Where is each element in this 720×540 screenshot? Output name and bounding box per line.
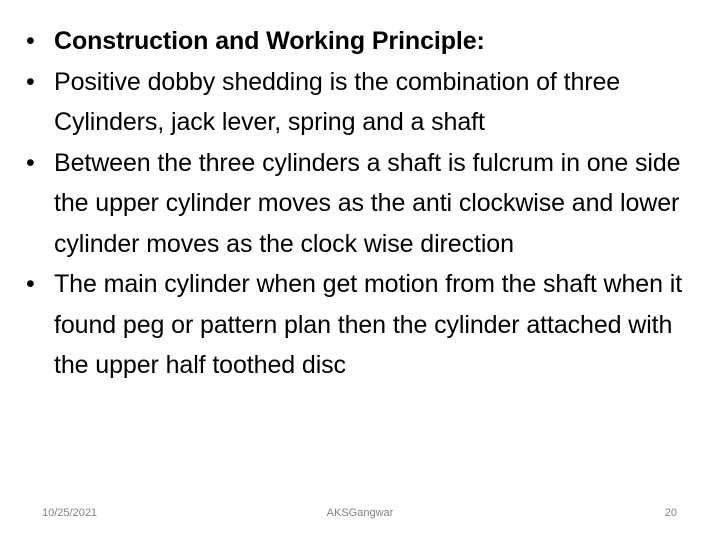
bullet-icon: • — [26, 67, 35, 96]
bullet-item — [24, 264, 694, 386]
bullet-list — [24, 21, 694, 386]
footer-author: AKSGangwar — [326, 507, 394, 519]
bullet-item — [24, 143, 694, 265]
footer-date: 10/25/2021 — [42, 507, 98, 519]
bullet-item-heading — [24, 21, 694, 62]
bullet-text: Construction and Working Principle: — [54, 27, 485, 55]
bullet-icon: • — [26, 270, 35, 298]
bullet-text: The main cylinder when get motion from the shaft when it found peg or pattern plan then the cylinder attached with the upper half toothed disc — [54, 270, 683, 379]
bullet-item — [24, 62, 694, 143]
bullet-icon: • — [26, 27, 35, 55]
bullet-text: Between the three cylinders a shaft is fulcrum in one side the upper cylinder moves as the anti clockwise and lower cylinder moves as the clock wise direction — [54, 148, 681, 258]
footer-page-number: 20 — [664, 507, 677, 519]
bullet-text: Positive dobby shedding is the combination of three Cylinders, jack lever, spring and a shaft — [54, 67, 621, 136]
bullet-icon: • — [26, 148, 35, 177]
